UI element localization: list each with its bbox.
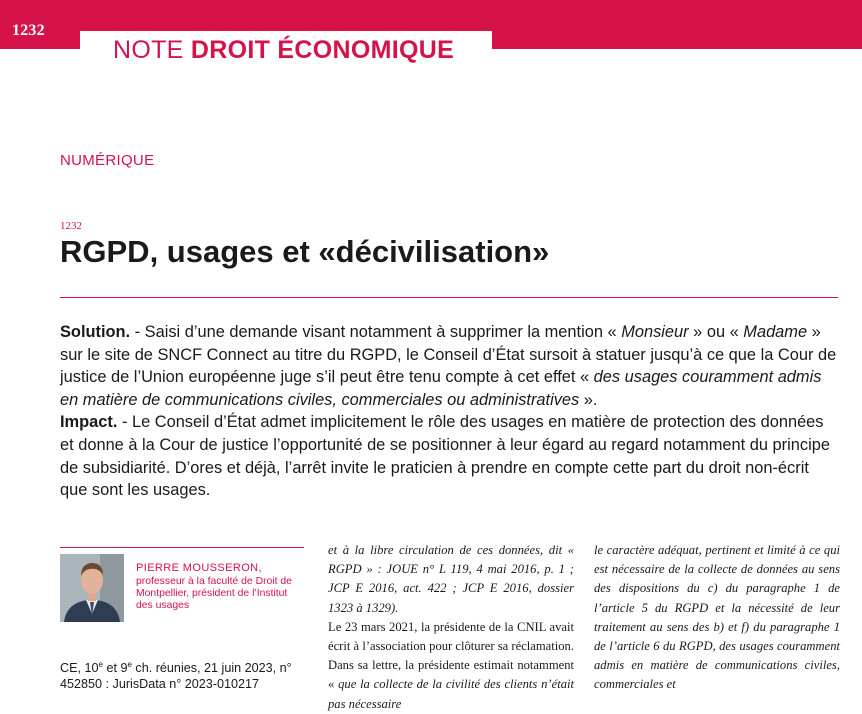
solution-label: Solution.: [60, 323, 131, 341]
case-ref-part3: ch. réunies, 21 juin 2023, n° 452850 : JurisData n° 2023-010217: [60, 661, 292, 692]
impact-label: Impact.: [60, 413, 118, 432]
title-rule: [60, 297, 838, 298]
impact-paragraph: [60, 411, 840, 501]
body-column-2: [328, 541, 574, 714]
page-number: 1232: [12, 22, 45, 39]
solution-quote: des usages couramment admis en matière de communications civiles, commerciales ou administratives: [60, 368, 822, 409]
section-title: [113, 36, 454, 65]
author-name: PIERRE MOUSSERON,: [136, 562, 262, 574]
case-ref-part2: et 9: [102, 661, 128, 676]
body-column-3: [594, 541, 840, 695]
column-3-paragraph: le caractère adéquat, pertinent et limité à ce qui est nécessaire de la collecte de données au sens des dispositions du c) du paragraphe 1 de l’article 5 du RGPD et la nécessité de leur traitement au sens des b) et f) du paragraphe 1 de l’article 6 du RGPD, des usages couramment admis en matière de communications civiles, commerciales et: [594, 543, 840, 692]
solution-text-1: - Saisi d’une demande visant notamment à supprimer la mention «: [130, 323, 622, 341]
article-number: 1232: [60, 220, 82, 232]
impact-text: - Le Conseil d’État admet implicitement le rôle des usages en matière de protection des données et donne à la Cour de justice l’opportunité de se positionner à leur égard au regard notamment du principe de subsidiarité. D’ores et déjà, l’arrêt invite le praticien à prendre en compte cette part du droit non-écrit que sont les usages.: [60, 413, 830, 500]
case-ref-part1: CE, 10: [60, 661, 99, 676]
solution-madame: Madame: [743, 323, 808, 341]
column-2-text: Le 23 mars 2021, la présidente de la CNIL avait écrit à l’association pour clôturer sa réclamation. Dans sa lettre, la présidente estimait notamment «: [328, 619, 574, 692]
column-2-quote: que la collecte de la civilité des clients n’était pas nécessaire: [328, 677, 574, 711]
article-title: RGPD, usages et «décivilisation»: [60, 234, 550, 269]
case-reference: [60, 657, 310, 692]
rubric: NUMÉRIQUE: [60, 152, 155, 169]
case-ref-sup1: e: [98, 660, 103, 669]
column-2-paragraph-1: et à la libre circulation de ces données, dit « RGPD » : JOUE n° L 119, 4 mai 2016, p. 1 ; JCP E 2016, act. 422 ; JCP E 2016, dossier 1323 à 1329).: [328, 543, 574, 615]
solution-paragraph: [60, 321, 840, 411]
author-portrait-icon: [60, 554, 124, 622]
case-ref-sup2: e: [127, 660, 132, 669]
author-role: professeur à la faculté de Droit de Montpellier, président de l’Institut des usages: [136, 576, 292, 611]
column-2-paragraph-2: [328, 618, 574, 714]
solution-monsieur: Monsieur: [621, 323, 689, 341]
author-photo: [60, 554, 124, 622]
solution-text-3: » sur le site de SNCF Connect au titre du RGPD, le Conseil d’État sursoit à statuer jusqu’à ce que la Cour de justice de l’Union européenne juge s’il peut être tenu compte à cet effet «: [60, 323, 837, 387]
section-title-light: NOTE: [113, 36, 184, 64]
section-title-bold: DROIT ÉCONOMIQUE: [190, 36, 455, 64]
author-rule: [60, 547, 304, 548]
solution-text-2: » ou «: [688, 323, 744, 341]
solution-text-4: ».: [579, 390, 598, 409]
abstract: [60, 321, 840, 502]
